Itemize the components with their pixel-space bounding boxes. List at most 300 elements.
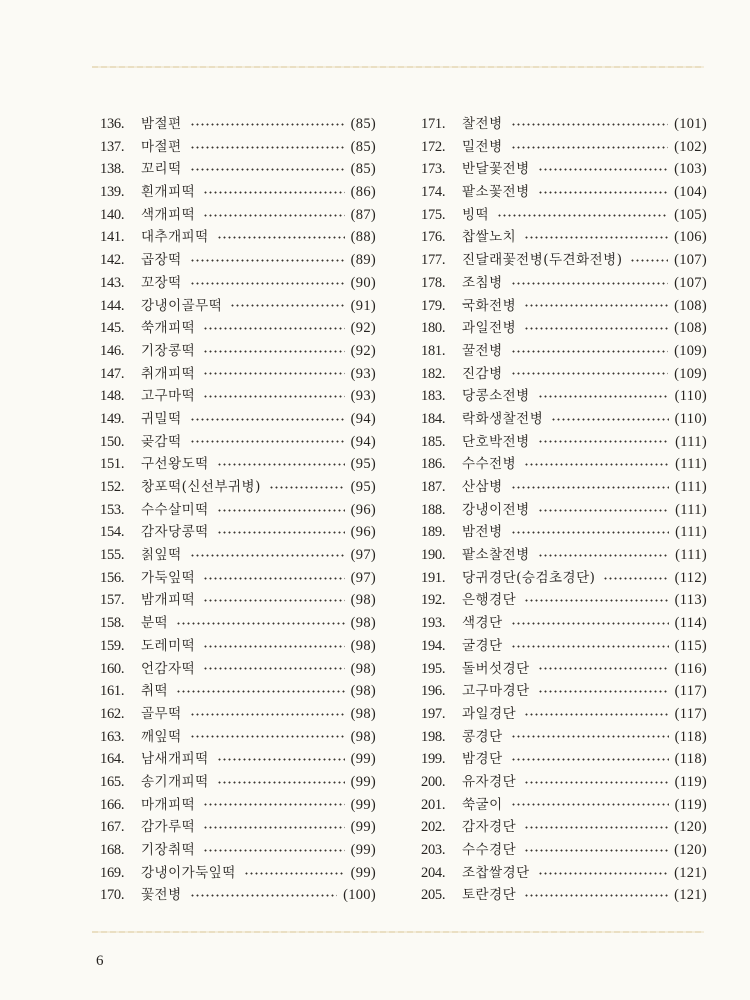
entry-title: 꿀전병 xyxy=(462,342,503,359)
entry-number: 151. xyxy=(100,456,125,473)
entry-title: 토란경단 xyxy=(462,887,517,904)
entry-page: (109) xyxy=(674,365,707,382)
toc-entry xyxy=(100,181,376,204)
dot-leader xyxy=(538,187,668,197)
entry-page: (99) xyxy=(350,864,376,881)
toc-entry xyxy=(421,431,707,454)
dot-leader xyxy=(203,823,344,833)
entry-page: (85) xyxy=(350,161,376,178)
toc-entry xyxy=(421,635,707,658)
toc-entry xyxy=(100,136,376,159)
entry-number: 188. xyxy=(421,501,446,518)
toc-entry xyxy=(100,884,376,907)
toc-entry xyxy=(100,476,376,499)
entry-page: (99) xyxy=(350,751,376,768)
dot-leader xyxy=(203,324,344,334)
entry-page: (96) xyxy=(350,501,376,518)
entry-title: 과일경단 xyxy=(462,705,517,722)
toc-entry xyxy=(100,363,376,386)
dot-leader xyxy=(244,868,345,878)
entry-number: 144. xyxy=(100,297,125,314)
dot-leader xyxy=(176,618,345,628)
entry-page: (98) xyxy=(350,615,376,632)
dot-leader xyxy=(524,709,668,719)
entry-page: (100) xyxy=(343,887,376,904)
entry-page: (114) xyxy=(674,615,707,632)
entry-page: (99) xyxy=(350,842,376,858)
entry-page: (103) xyxy=(674,161,707,178)
entry-title: 조침병 xyxy=(462,274,503,291)
dot-leader xyxy=(511,278,668,288)
dot-leader xyxy=(217,233,345,243)
entry-page: (111) xyxy=(675,456,707,473)
entry-title: 유자경단 xyxy=(462,773,517,790)
entry-title: 밤전병 xyxy=(462,524,503,541)
dot-leader xyxy=(190,550,345,560)
entry-title: 밤절편 xyxy=(141,116,182,132)
toc-entry xyxy=(100,658,376,681)
entry-page: (110) xyxy=(674,410,707,427)
entry-number: 169. xyxy=(100,864,125,881)
dot-leader xyxy=(497,210,668,220)
toc-entry xyxy=(421,408,707,431)
entry-page: (93) xyxy=(350,365,376,382)
dot-leader xyxy=(190,142,345,152)
entry-number: 200. xyxy=(421,773,446,790)
entry-number: 164. xyxy=(100,751,125,768)
entry-title: 대추개피떡 xyxy=(141,229,209,246)
toc-entry xyxy=(421,521,707,544)
entry-page: (99) xyxy=(350,773,376,790)
entry-title: 찹쌀노치 xyxy=(462,229,517,246)
toc-entry xyxy=(421,295,707,318)
dot-leader xyxy=(190,732,345,742)
toc-entry xyxy=(421,794,707,817)
entry-number: 174. xyxy=(421,184,446,201)
entry-number: 154. xyxy=(100,524,125,541)
entry-number: 175. xyxy=(421,206,446,223)
entry-title: 쑥개피떡 xyxy=(141,320,196,337)
toc-entry xyxy=(100,816,376,839)
entry-number: 202. xyxy=(421,819,446,836)
entry-title: 귀밀떡 xyxy=(141,410,182,427)
entry-title: 팥소꽃전병 xyxy=(462,184,530,201)
entry-page: (99) xyxy=(350,819,376,836)
dot-leader xyxy=(511,346,668,356)
entry-title: 마절편 xyxy=(141,138,182,155)
entry-title: 돌버섯경단 xyxy=(462,660,530,677)
dot-leader xyxy=(190,278,345,288)
dot-leader xyxy=(203,800,344,810)
entry-title: 고구마떡 xyxy=(141,388,196,405)
toc-entry xyxy=(421,884,707,907)
toc-entry xyxy=(100,612,376,635)
entry-number: 145. xyxy=(100,320,125,337)
dot-leader xyxy=(190,414,345,424)
entry-title: 밤개피떡 xyxy=(141,592,196,609)
toc-entry xyxy=(100,839,376,862)
entry-number: 182. xyxy=(421,365,446,382)
entry-number: 205. xyxy=(421,887,446,904)
entry-number: 142. xyxy=(100,252,125,269)
toc-entry xyxy=(421,612,707,635)
entry-title: 과일전병 xyxy=(462,320,517,337)
top-rule xyxy=(92,66,704,68)
toc-entry xyxy=(100,794,376,817)
entry-title: 창포떡(신선부귀병) xyxy=(141,479,261,495)
entry-page: (87) xyxy=(350,206,376,223)
entry-number: 177. xyxy=(421,252,446,269)
entry-number: 185. xyxy=(421,433,446,450)
entry-page: (121) xyxy=(674,864,707,881)
entry-number: 167. xyxy=(100,819,125,836)
toc-entry xyxy=(421,680,707,703)
dot-leader xyxy=(551,414,668,424)
dot-leader xyxy=(630,255,668,265)
dot-leader xyxy=(538,392,669,402)
toc-entry xyxy=(100,635,376,658)
entry-title: 진달래꽃전병(두견화전병) xyxy=(462,252,623,269)
entry-page: (108) xyxy=(674,320,707,337)
entry-page: (121) xyxy=(674,887,707,904)
entry-title: 송기개피떡 xyxy=(141,773,209,790)
entry-page: (94) xyxy=(350,433,376,450)
toc-entry xyxy=(421,385,707,408)
entry-page: (94) xyxy=(350,410,376,427)
entry-page: (97) xyxy=(350,569,376,586)
entry-page: (88) xyxy=(350,229,376,246)
entry-number: 150. xyxy=(100,433,125,450)
toc-entry xyxy=(421,204,707,227)
entry-title: 수수경단 xyxy=(462,842,517,858)
toc-entry xyxy=(421,816,707,839)
entry-page: (111) xyxy=(675,524,707,541)
entry-page: (95) xyxy=(350,456,376,473)
entry-number: 196. xyxy=(421,683,446,700)
entry-page: (101) xyxy=(674,116,707,132)
entry-number: 186. xyxy=(421,456,446,473)
entry-number: 181. xyxy=(421,342,446,359)
toc-entry xyxy=(421,340,707,363)
entry-title: 꼬리떡 xyxy=(141,161,182,178)
entry-page: (102) xyxy=(674,138,707,155)
dot-leader xyxy=(538,165,668,175)
entry-page: (98) xyxy=(350,683,376,700)
dot-leader xyxy=(524,777,668,787)
dot-leader xyxy=(217,505,345,515)
dot-leader xyxy=(176,687,345,697)
entry-number: 166. xyxy=(100,796,125,813)
entry-page: (105) xyxy=(674,206,707,223)
entry-title: 수수전병 xyxy=(462,456,517,473)
entry-page: (117) xyxy=(674,705,707,722)
dot-leader xyxy=(538,505,669,515)
entry-title: 당콩소전병 xyxy=(462,388,530,405)
entry-number: 156. xyxy=(100,569,125,586)
dot-leader xyxy=(269,482,345,492)
entry-number: 137. xyxy=(100,138,125,155)
entry-number: 165. xyxy=(100,773,125,790)
entry-page: (120) xyxy=(674,842,707,858)
toc-entry xyxy=(100,499,376,522)
entry-title: 언감자떡 xyxy=(141,660,196,677)
entry-number: 152. xyxy=(100,479,125,495)
dot-leader xyxy=(203,573,344,583)
entry-title: 단호박전병 xyxy=(462,433,530,450)
entry-page: (111) xyxy=(675,433,707,450)
toc-entry xyxy=(100,340,376,363)
entry-number: 147. xyxy=(100,365,125,382)
dot-leader xyxy=(524,596,668,606)
entry-page: (98) xyxy=(350,592,376,609)
toc-entry xyxy=(421,272,707,295)
toc-entry xyxy=(421,544,707,567)
toc-entry xyxy=(100,295,376,318)
entry-title: 칡잎떡 xyxy=(141,547,182,564)
dot-leader xyxy=(190,437,345,447)
entry-number: 140. xyxy=(100,206,125,223)
dot-leader xyxy=(524,891,668,901)
toc-entry xyxy=(100,771,376,794)
dot-leader xyxy=(203,346,344,356)
entry-page: (96) xyxy=(350,524,376,541)
entry-title: 마개피떡 xyxy=(141,796,196,813)
toc-entry xyxy=(421,136,707,159)
toc-entry xyxy=(421,476,707,499)
entry-title: 남새개피떡 xyxy=(141,751,209,768)
entry-number: 171. xyxy=(421,116,446,132)
toc-entry xyxy=(421,703,707,726)
entry-page: (109) xyxy=(674,342,707,359)
entry-page: (86) xyxy=(350,184,376,201)
entry-page: (113) xyxy=(674,592,707,609)
entry-page: (98) xyxy=(350,705,376,722)
entry-page: (119) xyxy=(674,773,707,790)
dot-leader xyxy=(603,573,668,583)
entry-title: 흰개피떡 xyxy=(141,184,196,201)
toc-entry xyxy=(100,703,376,726)
toc-entry xyxy=(421,317,707,340)
toc-entry xyxy=(100,158,376,181)
dot-leader xyxy=(524,233,668,243)
entry-title: 취떡 xyxy=(141,683,169,700)
dot-leader xyxy=(524,823,668,833)
toc-entry xyxy=(100,680,376,703)
entry-page: (111) xyxy=(675,501,707,518)
entry-number: 159. xyxy=(100,637,125,654)
entry-title: 굴경단 xyxy=(462,637,503,654)
entry-title: 산삼병 xyxy=(462,479,503,495)
dot-leader xyxy=(524,301,668,311)
toc-entry xyxy=(421,158,707,181)
dot-leader xyxy=(511,369,668,379)
dot-leader xyxy=(190,255,345,265)
toc-column-left xyxy=(100,113,376,907)
entry-title: 곶감떡 xyxy=(141,433,182,450)
entry-page: (115) xyxy=(674,637,707,654)
toc-entry xyxy=(100,862,376,885)
toc-entry xyxy=(421,862,707,885)
toc-entry xyxy=(421,226,707,249)
entry-number: 184. xyxy=(421,410,446,427)
entry-page: (93) xyxy=(350,388,376,405)
entry-page: (97) xyxy=(350,547,376,564)
entry-page: (112) xyxy=(674,569,707,586)
dot-leader xyxy=(538,868,668,878)
entry-number: 138. xyxy=(100,161,125,178)
toc-entry xyxy=(100,726,376,749)
entry-page: (85) xyxy=(350,138,376,155)
dot-leader xyxy=(190,165,345,175)
entry-number: 172. xyxy=(421,138,446,155)
entry-number: 190. xyxy=(421,547,446,564)
entry-page: (95) xyxy=(350,479,376,495)
entry-page: (89) xyxy=(350,252,376,269)
toc-entry xyxy=(100,748,376,771)
dot-leader xyxy=(217,528,345,538)
entry-title: 구선왕도떡 xyxy=(141,456,209,473)
entry-page: (116) xyxy=(674,660,707,677)
entry-number: 199. xyxy=(421,751,446,768)
entry-title: 강냉이골무떡 xyxy=(141,297,223,314)
entry-title: 강냉이전병 xyxy=(462,501,530,518)
entry-number: 139. xyxy=(100,184,125,201)
dot-leader xyxy=(190,709,345,719)
toc-entry xyxy=(100,453,376,476)
entry-number: 203. xyxy=(421,842,446,858)
entry-page: (111) xyxy=(675,547,707,564)
entry-number: 178. xyxy=(421,274,446,291)
entry-number: 180. xyxy=(421,320,446,337)
entry-page: (85) xyxy=(350,116,376,132)
entry-page: (104) xyxy=(674,184,707,201)
entry-page: (120) xyxy=(674,819,707,836)
entry-number: 136. xyxy=(100,116,125,132)
toc-entry xyxy=(100,544,376,567)
entry-page: (90) xyxy=(350,274,376,291)
dot-leader xyxy=(538,550,669,560)
toc-entry xyxy=(100,385,376,408)
entry-title: 감가루떡 xyxy=(141,819,196,836)
entry-title: 밀전병 xyxy=(462,138,503,155)
page-number: 6 xyxy=(96,953,104,969)
entry-page: (107) xyxy=(674,252,707,269)
entry-page: (92) xyxy=(350,320,376,337)
toc-entry xyxy=(100,589,376,612)
entry-page: (106) xyxy=(674,229,707,246)
dot-leader xyxy=(203,210,344,220)
entry-number: 163. xyxy=(100,728,125,745)
toc-entry xyxy=(421,113,707,136)
entry-number: 193. xyxy=(421,615,446,632)
entry-number: 176. xyxy=(421,229,446,246)
entry-number: 189. xyxy=(421,524,446,541)
toc-entry xyxy=(421,771,707,794)
entry-number: 204. xyxy=(421,864,446,881)
entry-title: 분떡 xyxy=(141,615,169,632)
dot-leader xyxy=(538,437,669,447)
entry-title: 깨잎떡 xyxy=(141,728,182,745)
dot-leader xyxy=(511,618,669,628)
entry-title: 은행경단 xyxy=(462,592,517,609)
toc-entry xyxy=(421,726,707,749)
dot-leader xyxy=(511,482,670,492)
dot-leader xyxy=(511,800,669,810)
toc-entry xyxy=(421,589,707,612)
entry-number: 173. xyxy=(421,161,446,178)
toc-entry xyxy=(421,839,707,862)
entry-number: 161. xyxy=(100,683,125,700)
toc-entry xyxy=(421,249,707,272)
dot-leader xyxy=(203,641,344,651)
dot-leader xyxy=(230,301,344,311)
toc-entry xyxy=(421,363,707,386)
entry-title: 밤경단 xyxy=(462,751,503,768)
entry-page: (98) xyxy=(350,637,376,654)
dot-leader xyxy=(217,460,345,470)
dot-leader xyxy=(203,392,344,402)
entry-number: 179. xyxy=(421,297,446,314)
entry-number: 141. xyxy=(100,229,125,246)
entry-number: 149. xyxy=(100,410,125,427)
dot-leader xyxy=(190,119,345,129)
entry-page: (92) xyxy=(350,342,376,359)
entry-page: (117) xyxy=(674,683,707,700)
entry-title: 팥소찰전병 xyxy=(462,547,530,564)
dot-leader xyxy=(524,845,668,855)
entry-number: 170. xyxy=(100,887,125,904)
entry-title: 반달꽃전병 xyxy=(462,161,530,178)
entry-title: 진감병 xyxy=(462,365,503,382)
entry-page: (108) xyxy=(674,297,707,314)
entry-number: 192. xyxy=(421,592,446,609)
entry-title: 꼬장떡 xyxy=(141,274,182,291)
dot-leader xyxy=(217,755,345,765)
dot-leader xyxy=(524,324,668,334)
entry-title: 기장취떡 xyxy=(141,842,196,858)
entry-title: 수수살미떡 xyxy=(141,501,209,518)
toc-entry xyxy=(100,204,376,227)
entry-title: 강냉이가둑잎떡 xyxy=(141,864,236,881)
toc-entry xyxy=(421,658,707,681)
dot-leader xyxy=(203,664,344,674)
dot-leader xyxy=(511,528,670,538)
entry-number: 153. xyxy=(100,501,125,518)
entry-title: 국화전병 xyxy=(462,297,517,314)
toc-entry xyxy=(100,113,376,136)
dot-leader xyxy=(217,777,345,787)
entry-number: 143. xyxy=(100,274,125,291)
entry-title: 색개피떡 xyxy=(141,206,196,223)
entry-number: 198. xyxy=(421,728,446,745)
dot-leader xyxy=(511,641,669,651)
entry-number: 195. xyxy=(421,660,446,677)
bottom-rule xyxy=(92,931,704,933)
entry-page: (99) xyxy=(350,796,376,813)
entry-number: 162. xyxy=(100,705,125,722)
dot-leader xyxy=(511,755,669,765)
dot-leader xyxy=(524,460,669,470)
entry-title: 도레미떡 xyxy=(141,637,196,654)
dot-leader xyxy=(203,187,344,197)
entry-number: 201. xyxy=(421,796,446,813)
dot-leader xyxy=(511,142,668,152)
entry-title: 취개피떡 xyxy=(141,365,196,382)
entry-page: (118) xyxy=(674,728,707,745)
toc-column-right xyxy=(421,113,707,907)
entry-title: 락화생찰전병 xyxy=(462,410,544,427)
toc-entry xyxy=(421,567,707,590)
